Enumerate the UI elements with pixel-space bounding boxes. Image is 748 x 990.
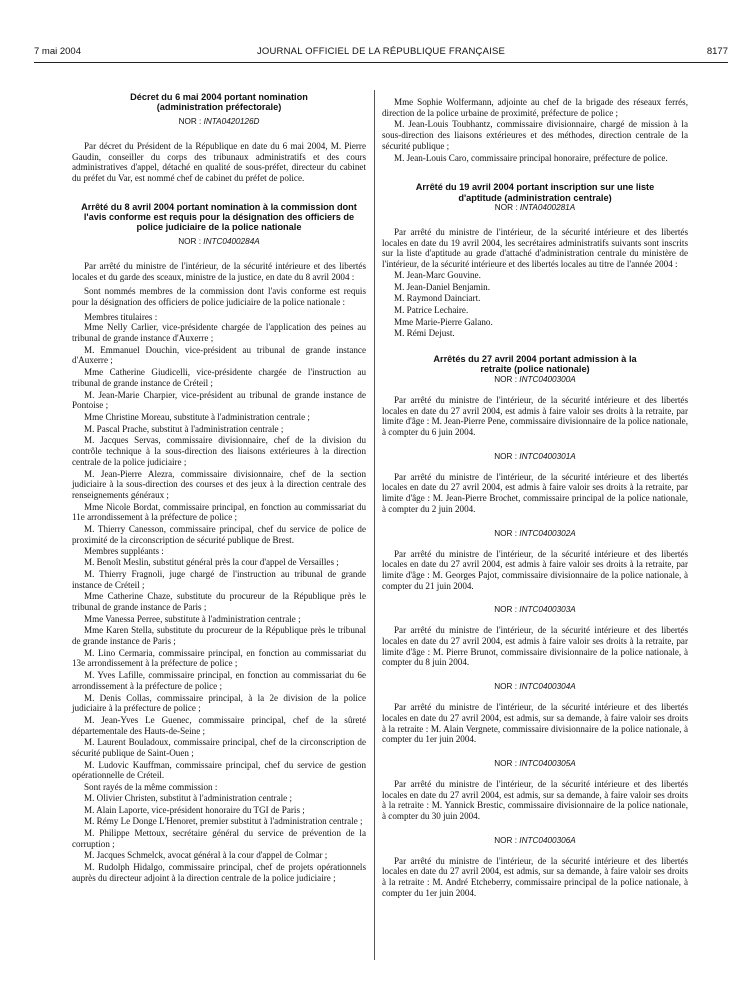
list-item: M. Jean-Louis Caro, commissaire principal honoraire, préfecture de police. bbox=[394, 152, 668, 163]
rayes-heading: Sont rayés de la même commission : bbox=[84, 782, 218, 793]
retraite-nor: NOR : INTC0400304A bbox=[494, 682, 576, 692]
list-item: Mme Marie-Pierre Galano. bbox=[394, 316, 493, 327]
right-column bbox=[382, 97, 688, 899]
list-item: M. Emmanuel Douchin, vice-président au tribunal de grande instance d'Auxerre ; bbox=[72, 344, 366, 366]
retraite-body: Par arrêté du ministre de l'intérieur, de la sécurité intérieure et des libertés locales en date du 27 avril 2004, est admis à faire valoir ses droits à la retraite, par limite d'âge : M. Pierre Brunot, commissaire divisionnaire de la police nationale, à compter du 8 juin 2004. bbox=[382, 625, 688, 668]
list-item: M. Jean-Marc Gouvine. bbox=[394, 269, 481, 280]
retraite-nor: NOR : INTC0400301A bbox=[494, 451, 576, 461]
suppleants-list bbox=[72, 557, 366, 781]
list-item: Mme Catherine Chaze, substitute du procureur de la République près le tribunal de grande instance de Paris ; bbox=[72, 591, 366, 612]
list-item: M. Raymond Dainciart. bbox=[394, 293, 481, 304]
retraite-nor: NOR : INTC0400300A bbox=[494, 374, 576, 384]
arrete-commission-title: Arrêté du 8 avril 2004 portant nomination à la commission dont l'avis conforme est requis pour la désignation des officiers de police judiciaire de la police nationale bbox=[81, 201, 357, 233]
retraite-body: Par arrêté du ministre de l'intérieur, de la sécurité intérieure et des libertés locales en date du 27 avril 2004, est admis à faire valoir ses droits à la retraite, par limite d'âge : M. Jean-Pierre Pene, commissaire divisionnaire de la police nationale, à compter du 6 juin 2004. bbox=[382, 394, 688, 437]
arrete-commission-intro: Par arrêté du ministre de l'intérieur, de la sécurité intérieure et des libertés locales et du garde des sceaux, ministre de la justice, en date du 8 avril 2004 : bbox=[72, 260, 366, 282]
list-item: Mme Karen Stella, substitute du procureur de la République près le tribunal de grande instance de Paris ; bbox=[72, 625, 366, 647]
left-column bbox=[72, 92, 366, 885]
list-item: M. Pascal Prache, substitut à l'administration centrale ; bbox=[84, 423, 284, 434]
arrete-aptitude-body: Par arrêté du ministre de l'intérieur, de la sécurité intérieure et des libertés locales en date du 19 avril 2004, les secrétaires administratifs suivants sont inscrits sur la liste d'aptitude au grade d'attaché d'administration centrale du ministère de l'intérieur, de la sécurité intérieure et des libertés locales au titre de l'année 2004 : bbox=[382, 227, 688, 270]
list-item: M. Jacques Servas, commissaire divisionnaire, chef de la division du contrôle technique à la sous-direction des liaisons extérieures à la direction centrale de la police judiciaire ; bbox=[72, 435, 366, 467]
arrete-commission-nor: NOR : INTC0400284A bbox=[178, 236, 260, 246]
page-header bbox=[34, 46, 728, 60]
list-item: Mme Christine Moreau, substitute à l'administration centrale ; bbox=[84, 411, 310, 422]
list-item: M. Jean-Louis Toubhantz, commissaire divisionnaire, chargé de mission à la sous-direction des liaisons extérieures et des méthodes, direction centrale de la sécurité publique ; bbox=[382, 119, 688, 151]
retraite-nor: NOR : INTC0400302A bbox=[494, 528, 576, 538]
retraite-body: Par arrêté du ministre de l'intérieur, de la sécurité intérieure et des libertés locales en date du 27 avril 2004, est admis à faire valoir ses droits à la retraite, par limite d'âge : M. Jean-Pierre Brochet, commissaire principal de la police nationale, à compter du 2 juin 2004. bbox=[382, 471, 688, 514]
titulaires-heading: Membres titulaires : bbox=[84, 311, 158, 322]
list-item: M. Jean-Marie Charpier, vice-président au tribunal de grande instance de Pontoise ; bbox=[72, 389, 366, 411]
list-item: M. Jean-Daniel Benjamin. bbox=[394, 281, 490, 292]
list-item: M. Thierry Fragnoli, juge chargé de l'instruction au tribunal de grande instance de Créteil ; bbox=[72, 568, 366, 590]
list-item: M. Rudolph Hidalgo, commissaire principal, chef de projets opérationnels auprès du directeur adjoint à la direction centrale de la police judiciaire ; bbox=[72, 862, 366, 883]
list-item: M. Laurent Bouladoux, commissaire principal, chef de la circonscription de sécurité publique de Saint-Ouen ; bbox=[72, 737, 366, 759]
list-item: M. Jean-Yves Le Guenec, commissaire principal, chef de la sûreté départementale des Hauts-de-Seine ; bbox=[72, 714, 366, 736]
list-item: M. Olivier Christen, substitut à l'administration centrale ; bbox=[84, 792, 292, 803]
list-item: M. Rémy Le Donge L'Henoret, premier substitut à l'administration centrale ; bbox=[84, 816, 363, 827]
retraite-body: Par arrêté du ministre de l'intérieur, de la sécurité intérieure et des libertés locales en date du 27 avril 2004, est admis, sur sa demande, à faire valoir ses droits à la retraite : M. Yannick Brestic, commissaire divisionnaire de la police nationale, à compter du 30 juin 2004. bbox=[382, 778, 688, 822]
arrete-aptitude-title: Arrêté du 19 avril 2004 portant inscription sur une liste d'aptitude (administration centrale) bbox=[415, 182, 655, 203]
arretes-retraite-title: Arrêtés du 27 avril 2004 portant admission à la retraite (police nationale) bbox=[433, 354, 637, 375]
aptitude-names bbox=[382, 270, 688, 339]
list-item: M. Benoît Meslin, substitut général près la cour d'appel de Versailles ; bbox=[84, 557, 339, 568]
list-item: M. Lino Cermaria, commissaire principal, en fonction au commissariat du 13e arrondissement à la préfecture de police ; bbox=[72, 647, 366, 669]
journal-title: JOURNAL OFFICIEL DE LA RÉPUBLIQUE FRANÇAISE bbox=[256, 46, 506, 57]
page-number: 8177 bbox=[706, 46, 728, 57]
decree-body: Par décret du Président de la République en date du 6 mai 2004, M. Pierre Gaudin, conseiller du corps des tribunaux administratifs et des cours administratives d'appel, détaché en qualité de sous-préfet, directeur du cabinet du préfet du Var, est nommé chef de cabinet du préfet de police. bbox=[72, 140, 366, 183]
list-item: M. Rémi Dejust. bbox=[394, 328, 455, 339]
list-item: M. Philippe Mettoux, secrétaire général du service de prévention de la corruption ; bbox=[72, 828, 366, 849]
list-item: M. Yves Lafille, commissaire principal, en fonction au commissariat du 6e arrondissement à la préfecture de police ; bbox=[72, 670, 366, 691]
retraite-nor: NOR : INTC0400303A bbox=[494, 605, 576, 615]
decree-title: Décret du 6 mai 2004 portant nomination (administration préfectorale) bbox=[130, 92, 308, 113]
list-item: M. Denis Collas, commissaire principal, à la 2e division de la police judiciaire à la préfecture de police ; bbox=[72, 692, 366, 714]
list-item: Mme Sophie Wolfermann, adjointe au chef de la brigade des réseaux ferrés, direction de la police urbaine de proximité, préfecture de police ; bbox=[382, 97, 688, 118]
titulaires-list bbox=[72, 322, 366, 545]
suppleants-heading: Membres suppléants : bbox=[84, 546, 164, 557]
list-item: M. Patrice Lechaire. bbox=[394, 304, 469, 315]
rayes-list bbox=[72, 793, 366, 884]
retraite-list bbox=[382, 375, 688, 899]
list-item: M. Jean-Pierre Alezra, commissaire divisionnaire, chef de la section judiciaire à la sous-direction des courses et des jeux à la direction centrale des renseignements généraux ; bbox=[72, 468, 366, 500]
retraite-nor: NOR : INTC0400306A bbox=[494, 835, 576, 845]
list-item: M. Jacques Schmelck, avocat général à la cour d'appel de Colmar ; bbox=[84, 850, 328, 861]
column-divider bbox=[374, 90, 375, 960]
list-item: Mme Catherine Giudicelli, vice-présidente chargée de l'instruction au tribunal de grande instance de Créteil ; bbox=[72, 367, 366, 388]
arrete-commission-para: Sont nommés membres de la commission dont l'avis conforme est requis pour la désignation des officiers de police judiciaire de la police nationale : bbox=[72, 286, 366, 307]
retraite-nor: NOR : INTC0400305A bbox=[494, 758, 576, 768]
list-item: Mme Nicole Bordat, commissaire principal, en fonction au commissariat du 11e arrondissement à la préfecture de police ; bbox=[72, 501, 366, 523]
decree-nor: NOR : INTA0420126D bbox=[178, 116, 260, 126]
list-item: Mme Vanessa Perree, substitute à l'administration centrale ; bbox=[84, 613, 301, 624]
header-rule bbox=[34, 62, 728, 63]
arrete-aptitude-nor: NOR : INTA0400281A bbox=[494, 203, 576, 213]
list-item: Mme Nelly Carlier, vice-présidente chargée de l'application des peines au tribunal de grande instance d'Auxerre ; bbox=[72, 322, 366, 344]
retraite-body: Par arrêté du ministre de l'intérieur, de la sécurité intérieure et des libertés locales en date du 27 avril 2004, est admis à faire valoir ses droits à la retraite, par limite d'âge : M. Georges Pajot, commissaire divisionnaire de la police nationale, à compter du 21 juin 2004. bbox=[382, 548, 688, 591]
retraite-body: Par arrêté du ministre de l'intérieur, de la sécurité intérieure et des libertés locales en date du 27 avril 2004, est admis, sur sa demande, à faire valoir ses droits à la retraite : M. Alain Vergnete, commissaire divisionnaire de la police nationale, à compter du 1er juin 2004. bbox=[382, 702, 688, 745]
list-item: M. Thierry Canesson, commissaire principal, chef du service de police de proximité de la circonscription de sécurité publique de Brest. bbox=[72, 524, 366, 545]
retraite-body: Par arrêté du ministre de l'intérieur, de la sécurité intérieure et des libertés locales en date du 27 avril 2004, est admis, sur sa demande, à faire valoir ses droits à la retraite : M. André Etcheberry, commissaire principal de la police nationale, à compter du 1er juin 2004. bbox=[382, 855, 688, 898]
list-item: M. Ludovic Kauffman, commissaire principal, chef du service de gestion opérationnelle de Créteil. bbox=[72, 759, 366, 781]
list-item: M. Alain Laporte, vice-président honoraire du TGI de Paris ; bbox=[84, 804, 305, 815]
header-date: 7 mai 2004 bbox=[34, 46, 82, 57]
